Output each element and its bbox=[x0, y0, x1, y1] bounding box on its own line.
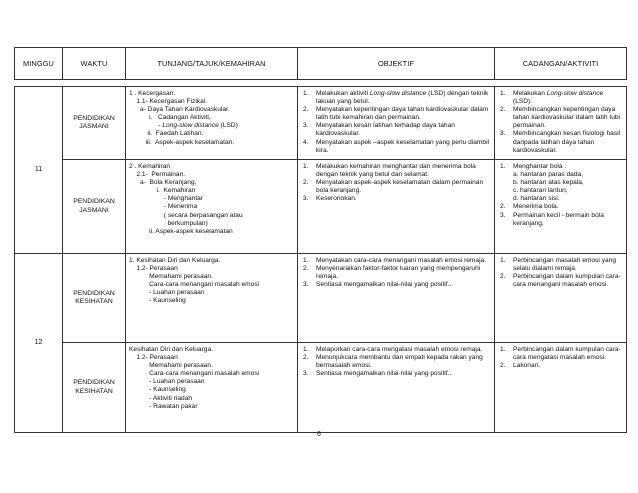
tajuk-line: ( secara berpasangan atau bbox=[129, 211, 243, 219]
list-item-number: 3. bbox=[303, 122, 309, 130]
tajuk-line: - Aktiviti riadah bbox=[129, 394, 193, 402]
list-item bbox=[500, 179, 622, 187]
list-item-text-plain: Menyatakan cara-cara menangani masalah emosi remaja. bbox=[316, 257, 487, 264]
list-item-number: 1. bbox=[303, 90, 309, 97]
objektif-cell bbox=[298, 343, 495, 432]
header-tajuk: TUNJANG/TAJUK/KEMAHIRAN bbox=[126, 48, 298, 79]
list-item-number: 3. bbox=[303, 370, 309, 378]
list-item-text-plain: Menerima bola. bbox=[513, 203, 559, 211]
list-item-text-italic: Long-slow distance bbox=[369, 90, 427, 97]
waktu-line: JASMANI bbox=[79, 123, 109, 130]
tajuk-line: 1.2- Perasaan bbox=[129, 265, 178, 273]
list-item bbox=[500, 130, 622, 154]
objektif-list bbox=[303, 90, 490, 155]
table-header bbox=[14, 47, 627, 80]
list-item bbox=[303, 265, 490, 281]
tajuk-line: 1. Kesihatan Diri dan Keluarga. bbox=[129, 257, 221, 264]
tajuk-line: i. Cadangan Aktiviti, bbox=[129, 114, 211, 122]
list-item-text-plain: Melaporkan cara-cara mengatasi masalah emosi remaja. bbox=[316, 346, 483, 353]
list-item bbox=[500, 163, 622, 171]
tajuk-line: - Luahan perasaan bbox=[129, 289, 205, 297]
lesson-block bbox=[63, 343, 626, 432]
list-item-text bbox=[316, 257, 490, 265]
list-item-number: 2. bbox=[500, 203, 506, 211]
list-item-text bbox=[316, 122, 490, 138]
objektif-list bbox=[303, 163, 490, 203]
tajuk-line: - Luahan perasaan bbox=[129, 378, 205, 386]
list-item-number: 3. bbox=[303, 281, 309, 289]
list-item-number: 2. bbox=[303, 354, 309, 362]
list-item bbox=[500, 106, 622, 130]
objektif-cell bbox=[298, 160, 495, 253]
tajuk-line bbox=[129, 122, 294, 130]
objektif-list bbox=[303, 257, 490, 289]
list-item bbox=[500, 90, 622, 106]
list-item bbox=[303, 179, 490, 195]
list-item-text bbox=[513, 179, 622, 187]
lesson-plan-table bbox=[14, 86, 627, 433]
header-objektif: OBJEKTIF bbox=[298, 48, 495, 79]
cadangan-cell bbox=[495, 254, 626, 342]
tajuk-line: i. Kemahiran bbox=[129, 187, 196, 195]
week-content bbox=[63, 87, 626, 253]
list-item-text bbox=[316, 281, 490, 289]
list-item-number bbox=[500, 171, 513, 179]
list-item-text bbox=[513, 187, 622, 195]
list-item-number: 1. bbox=[303, 163, 309, 170]
list-item-text-plain: Menunjukcara membantu dan empati kepada rakan yang bermasalah emosi. bbox=[316, 354, 483, 370]
list-item-text-plain: Membincangkan kesan fisiologi hasil daripada latihan daya tahan kardiovaskular. bbox=[513, 130, 621, 154]
objektif-cell bbox=[298, 87, 495, 159]
list-item-text-plain: Menyatakan aspek –aspek keselamatan yang perlu diambil kira. bbox=[316, 138, 490, 154]
list-item-text-plain: Keseronokan. bbox=[316, 195, 357, 203]
tajuk-line: a- Daya Tahan Kardiovaskular. bbox=[129, 106, 230, 114]
tajuk-line: - Rawatan pakar bbox=[129, 402, 198, 410]
cadangan-cell bbox=[495, 343, 626, 432]
list-item-text bbox=[316, 106, 490, 122]
list-item-text bbox=[513, 195, 622, 203]
list-item-number: 1. bbox=[500, 90, 506, 97]
list-item-text-plain: Melakukan aktiviti bbox=[316, 90, 370, 97]
list-item-text-plain: Menyatakan kepentingan daya tahan kardiovaskular dalam latih tubi kemahiran dan permainan. bbox=[316, 106, 489, 122]
list-item bbox=[303, 122, 490, 138]
list-item-text-plain: b. hantaran atas kepala, bbox=[513, 179, 584, 187]
tajuk-line: - Kaunseling bbox=[129, 386, 186, 394]
list-item-number bbox=[500, 179, 513, 187]
list-item-text bbox=[316, 90, 490, 106]
waktu-line: JASMANI bbox=[79, 206, 109, 214]
list-item-text-plain: Menyatakan kesan latihan terhadap daya tahan kardiovaskular. bbox=[316, 122, 455, 138]
tajuk-line: Cara-cara menangani masalah emosi bbox=[129, 281, 260, 289]
tajuk-cell bbox=[126, 160, 298, 253]
list-item-text bbox=[513, 203, 622, 211]
cadangan-cell bbox=[495, 160, 626, 253]
list-item bbox=[303, 139, 490, 155]
cadangan-list bbox=[500, 346, 622, 370]
tajuk-line: - Menghantar bbox=[129, 195, 204, 203]
week-number: 11 bbox=[15, 87, 63, 253]
list-item-text-plain: Perbincangan masalah emosi yang selalu dialami remaja. bbox=[513, 257, 616, 273]
list-item-number: 1. bbox=[303, 257, 309, 264]
waktu-line: PENDIDIKAN bbox=[73, 289, 115, 297]
header-cadangan: CADANGAN/AKTIVITI bbox=[522, 59, 599, 68]
tajuk-line: berkumpulan) bbox=[129, 219, 208, 227]
list-item-text bbox=[316, 139, 490, 155]
list-item-number: 1. bbox=[500, 163, 506, 170]
list-item bbox=[303, 90, 490, 106]
list-item bbox=[500, 346, 622, 362]
tajuk-line: a- Bola Keranjang, bbox=[129, 179, 197, 187]
list-item-text bbox=[316, 195, 490, 203]
list-item bbox=[500, 212, 622, 228]
list-item bbox=[500, 203, 622, 211]
list-item bbox=[500, 195, 622, 203]
waktu-cell bbox=[63, 87, 126, 159]
list-item-number: 2. bbox=[303, 179, 309, 187]
week-number: 12 bbox=[15, 254, 63, 432]
waktu-line: KESIHATAN bbox=[75, 387, 113, 395]
list-item-number bbox=[500, 195, 513, 203]
list-item-text bbox=[513, 130, 622, 154]
list-item-text bbox=[316, 265, 490, 281]
list-item bbox=[303, 257, 490, 265]
tajuk-line: 2.1- Permainan. bbox=[129, 171, 186, 179]
list-item bbox=[303, 354, 490, 370]
tajuk-line: Memahami perasaan. bbox=[129, 273, 213, 281]
list-item-text-plain: Sentiasa mengamalkan nilai-nilai yang positif.. bbox=[316, 370, 452, 378]
list-item-text bbox=[316, 370, 490, 378]
tajuk-italic: Long-slow distance bbox=[162, 122, 219, 130]
waktu-line: PENDIDIKAN bbox=[73, 379, 115, 387]
waktu-cell bbox=[63, 254, 126, 342]
objektif-cell bbox=[298, 254, 495, 342]
list-item-text bbox=[513, 171, 622, 179]
list-item bbox=[303, 163, 490, 179]
tajuk-cell bbox=[126, 87, 298, 159]
list-item-number: 3. bbox=[500, 211, 506, 219]
list-item-text-plain: Melakukan kemahiran menghantar dan menerima bola dengan teknik yang betul dan selamat. bbox=[316, 163, 476, 179]
list-item bbox=[500, 273, 622, 289]
waktu-cell bbox=[63, 160, 126, 253]
list-item-number: 2. bbox=[500, 362, 506, 370]
list-item bbox=[303, 106, 490, 122]
list-item bbox=[500, 171, 622, 179]
tajuk-line: - Menerima bbox=[129, 203, 198, 211]
tajuk-line: iii. Aspek-aspek keselamatan. bbox=[129, 138, 235, 146]
list-item bbox=[303, 346, 490, 354]
tajuk-line: Kesihatan Diri dan Keluarga. bbox=[129, 346, 213, 353]
header-waktu: WAKTU bbox=[63, 48, 126, 79]
list-item-number: 3. bbox=[303, 195, 309, 203]
tajuk-italic-after: (LSD) bbox=[218, 122, 238, 130]
tajuk-cell bbox=[126, 343, 298, 432]
list-item-number: 2. bbox=[303, 106, 309, 114]
list-item-number: 2. bbox=[500, 106, 506, 114]
list-item bbox=[500, 257, 622, 273]
lesson-block bbox=[63, 160, 626, 253]
list-item-number: 1. bbox=[303, 346, 309, 353]
tajuk-line: 1.2- Perasaan bbox=[129, 354, 178, 362]
header-minggu: MINGGU bbox=[15, 48, 63, 79]
list-item-text bbox=[316, 346, 490, 354]
list-item-text-plain: Melakukan bbox=[513, 90, 547, 97]
list-item-text-plain: (LSD). bbox=[513, 98, 533, 106]
list-item-text-plain: Menyatakan aspek-aspek keselamatan dalam permainan bola keranjang. bbox=[316, 179, 484, 195]
list-item-text-plain: Membincangkan kepentingan daya tahan kardiovaskular dalam latih tubi permainan. bbox=[513, 106, 621, 130]
list-item-text bbox=[513, 163, 622, 171]
list-item-text-italic: Long-slow distance bbox=[546, 90, 604, 97]
list-item-text-plain: Sentiasa mengamalkan nilai-nilai yang positif.. bbox=[316, 281, 452, 289]
waktu-line: PENDIDIKAN bbox=[73, 114, 115, 122]
list-item-number: 4. bbox=[303, 138, 309, 146]
list-item-text bbox=[316, 163, 490, 179]
list-item-text bbox=[316, 354, 490, 370]
list-item-text-plain: Lakonan. bbox=[513, 362, 541, 370]
lesson-block bbox=[63, 87, 626, 160]
tajuk-line: 2 . Kemahiran bbox=[129, 163, 171, 170]
list-item-text-plain: Perbincangan dalam kumpulan cara-cara mengatasi masalah emosi. bbox=[513, 346, 621, 362]
list-item-number: 2. bbox=[500, 273, 506, 281]
list-item bbox=[303, 195, 490, 203]
page-number: 6 bbox=[317, 431, 321, 438]
list-item-text-plain: Menyenaraikan faktor-faktor luaran yang mempengaruhi remaja. bbox=[316, 265, 481, 281]
list-item-number bbox=[500, 187, 513, 195]
list-item-text-plain: Perbincangan dalam kumpulan cara-cara menangani masalah emosi. bbox=[513, 273, 621, 289]
list-item-text bbox=[316, 179, 490, 195]
list-item-text-plain: a. hantaran paras dada, bbox=[513, 171, 584, 179]
list-item-text-plain: c. hantaran lantun, bbox=[513, 187, 568, 195]
list-item-text-plain: Menghantar bola : bbox=[513, 163, 567, 170]
list-item-text bbox=[513, 257, 622, 273]
tajuk-line: ii. Faedah Latihan. bbox=[129, 130, 204, 138]
list-item bbox=[500, 362, 622, 370]
list-item-number: 1. bbox=[500, 257, 506, 264]
waktu-line: KESIHATAN bbox=[75, 298, 113, 305]
tajuk-line: Cara-cara menangani masalah emosi bbox=[129, 370, 260, 378]
waktu-line: PENDIDIKAN bbox=[73, 198, 115, 206]
week-row-12 bbox=[15, 254, 626, 432]
week-content bbox=[63, 254, 626, 432]
list-item-text bbox=[513, 362, 622, 370]
cadangan-list bbox=[500, 163, 622, 228]
tajuk-cell bbox=[126, 254, 298, 342]
list-item-number: 1. bbox=[500, 346, 506, 353]
list-item bbox=[303, 370, 490, 378]
list-item-text-plain: (LSD) dengan teknik lakuan yang betul. bbox=[316, 90, 489, 106]
list-item bbox=[500, 187, 622, 195]
lesson-block bbox=[63, 254, 626, 343]
cadangan-cell bbox=[495, 87, 626, 159]
list-item-text-plain: d. hantaran sisi. bbox=[513, 195, 560, 203]
waktu-cell bbox=[63, 343, 126, 432]
list-item bbox=[303, 281, 490, 289]
list-item-text-plain: Permainan kecil - bermain bola keranjang. bbox=[513, 211, 604, 227]
objektif-list bbox=[303, 346, 490, 378]
list-item-number: 2. bbox=[303, 265, 309, 273]
list-item-text bbox=[513, 106, 622, 130]
list-item-text bbox=[513, 90, 622, 106]
tajuk-line: Memahami perasaan. bbox=[129, 362, 213, 370]
tajuk-line: ii. Aspek-aspek keselamatan bbox=[129, 227, 233, 235]
list-item-text bbox=[513, 346, 622, 362]
tajuk-line: - Kaunseling bbox=[129, 297, 186, 305]
list-item-text bbox=[513, 273, 622, 289]
week-row-11 bbox=[15, 87, 626, 254]
list-item-number: 3. bbox=[500, 130, 506, 138]
tajuk-line: 1 . Kecergasan. bbox=[129, 90, 176, 97]
cadangan-list bbox=[500, 257, 622, 289]
cadangan-list bbox=[500, 90, 622, 155]
list-item-text bbox=[513, 212, 622, 228]
tajuk-line: 1.1- Kecergasan Fizikal. bbox=[129, 98, 208, 106]
tajuk-dash: - bbox=[129, 122, 161, 130]
